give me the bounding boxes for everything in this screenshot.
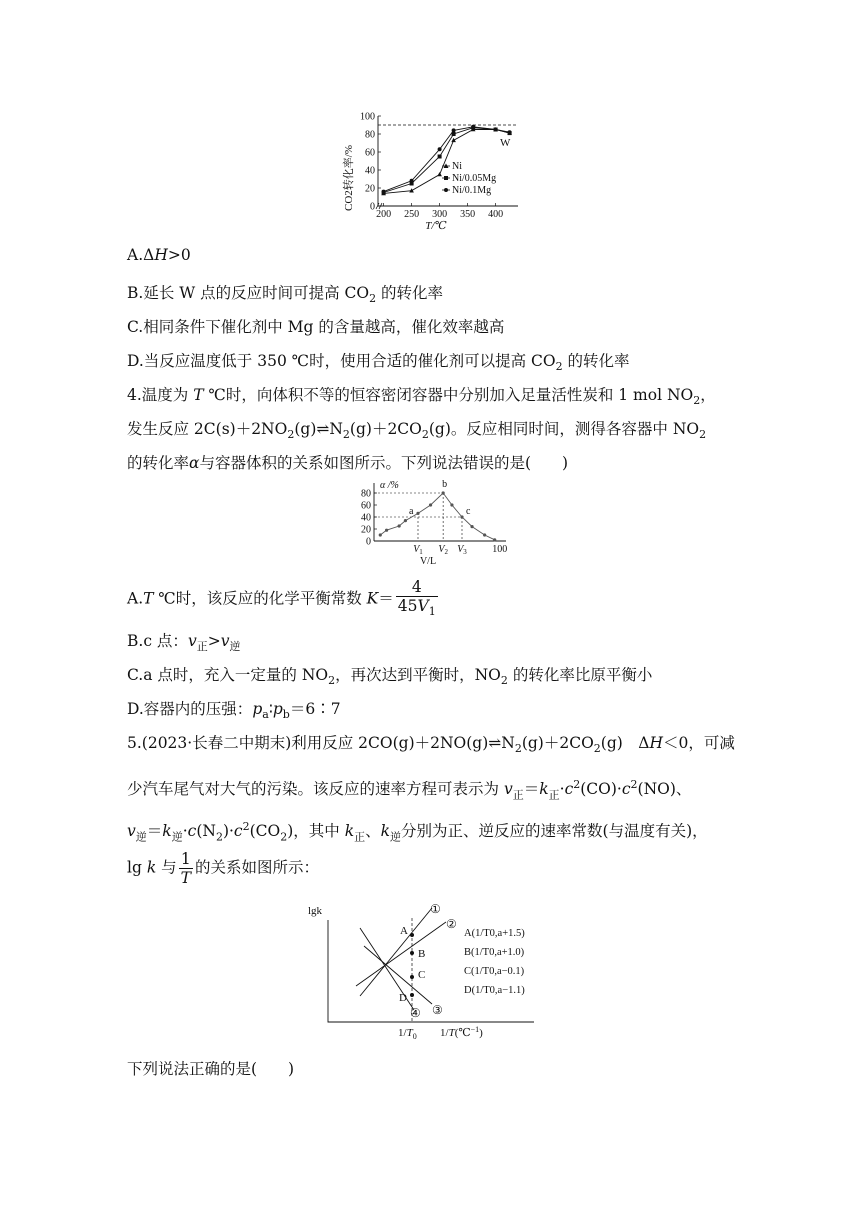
alpha-volume-chart	[340, 476, 520, 568]
q4-option-b: B.c 点：$v_正>v_逆$	[127, 632, 241, 654]
chart3-legend-c: C(1/T0,a−0.1)	[464, 966, 525, 977]
q4-stem-line1: 4.温度为 T ℃时，向体积不等的恒容密闭容器中分别加入足量活性炭和 1 mol $NO_2$，	[127, 386, 716, 408]
chart2-xlabel: V/L	[419, 556, 437, 567]
chart2-point	[416, 512, 419, 515]
co2-conversion-chart	[338, 106, 528, 234]
chart1-xtick-label: 400	[488, 209, 504, 220]
chart1-xtick-label: 200	[376, 209, 392, 220]
chart2-axes	[374, 483, 506, 541]
q4-stem-line2: 发生反应 $2C(s)+2NO_2(g)\rightleftharpoons N_2(g)+2CO_2(g)$。反应相同时间，测得各容器中 $NO_2$	[127, 420, 707, 442]
q4-k-fraction: $\frac{4}{45V_1}$	[397, 578, 436, 619]
q3-option-b: B.延长 W 点的反应时间可提高 $CO_2$ 的转化率	[127, 284, 444, 306]
chart1-point	[494, 128, 498, 132]
chart2-point	[385, 529, 388, 532]
chart2-xtick-label: 100	[492, 544, 508, 555]
chart2-point	[404, 519, 407, 522]
chart1-legend	[442, 161, 496, 196]
chart3-point	[410, 975, 414, 979]
chart3-main	[328, 908, 534, 1022]
chart2-ylabel: α /%	[380, 480, 399, 491]
chart3-legend-b: B(1/T0,a+1.0)	[464, 947, 525, 958]
chart3-point	[410, 993, 414, 997]
chart2-point-label: c	[466, 506, 471, 517]
chart2-xtick-label: $V_2$	[438, 544, 448, 556]
chart1-xlabel: T/℃	[425, 220, 447, 232]
q4-option-d: D.容器内的压强：$p_a∶p_b=6∶7$	[127, 700, 341, 722]
chart1-point	[438, 155, 442, 159]
chart3-point-d: D	[399, 992, 407, 1004]
q4-option-c: C.a 点时，充入一定量的 $NO_2$，再次达到平衡时，$NO_2$ 的转化率比原平衡小	[127, 666, 653, 688]
chart1-point	[471, 125, 475, 129]
chart2-point	[450, 503, 453, 506]
chart1-point	[437, 172, 442, 176]
chart2-ytick-label: 60	[361, 500, 371, 512]
q5-prompt: 下列说法正确的是( )	[127, 1060, 295, 1078]
q5-stem-line4: lg k 与 $\frac{1}{T}$ 的关系如图所示：	[127, 850, 320, 887]
legend-ni-005mg: Ni/0.05Mg	[452, 173, 497, 184]
chart2-xtick-label: $V_1$	[413, 544, 423, 556]
chart2-point	[429, 503, 432, 506]
chart1-xtick-label: 250	[404, 209, 420, 220]
chart1-xtick-label: 300	[432, 209, 448, 220]
chart1-ytick-label: 40	[365, 165, 375, 177]
chart3-point-a: A	[400, 925, 408, 937]
chart1-ytick-label: 60	[365, 147, 375, 159]
chart3-line-2: ②	[446, 917, 457, 931]
q4-stem-line3: 的转化率α与容器体积的关系如图所示。下列说法错误的是( )	[127, 454, 569, 472]
chart2-ytick-label: 80	[361, 488, 371, 500]
chart1-point	[409, 188, 414, 192]
lgk-inverse-t-chart	[306, 898, 566, 1043]
q4-option-a: A.T ℃时，该反应的化学平衡常数 K＝ $\frac{4}{45V_1}$	[127, 578, 440, 621]
chart2-point	[483, 533, 486, 536]
q3-option-c: C.相同条件下催化剂中 Mg 的含量越高，催化效率越高	[127, 318, 505, 336]
q5-stem-line1: 5.(2023·长春二中期末)利用反应 $2CO(g)+2NO(g)\rightleftharpoons N_2(g)+2CO_2(g)$ ΔH＜0，可减	[127, 734, 735, 756]
chart1-point	[410, 179, 414, 183]
chart3-point-c: C	[418, 969, 426, 981]
chart3-x0-label: $1/T_0$	[398, 1027, 417, 1041]
chart1-point	[382, 190, 386, 194]
chart1-xtick-label: 350	[460, 209, 476, 220]
legend-ni: Ni	[452, 161, 462, 172]
chart3-point-b: B	[418, 948, 426, 960]
chart2-ytick-label: 0	[366, 536, 371, 548]
chart1-point	[452, 128, 456, 132]
chart1-ytick-label: 20	[365, 183, 375, 195]
chart3-line-4: ④	[410, 1006, 421, 1020]
chart3-line-3: ③	[432, 1003, 443, 1017]
chart2-ticks	[361, 489, 507, 557]
chart2-point	[493, 538, 496, 541]
chart3-line-1: ①	[430, 902, 441, 916]
chart1-w-label: W	[500, 137, 511, 149]
q5-stem-line3: $v_逆=k_逆\cdot c(N_2)\cdot c^2(CO_2)$，其中 $k_正$、$k_逆$分别为正、逆反应的速率常数(与温度有关)，	[127, 820, 708, 844]
chart2-point	[442, 491, 445, 494]
q3-option-d: D.当反应温度低于 350 ℃时，使用合适的催化剂可以提高 $CO_2$ 的转化率	[127, 352, 630, 374]
chart3-legend	[464, 928, 525, 996]
q5-inverse-t-fraction: $\frac{1}{T}$	[180, 850, 191, 887]
chart1-ytick-label: 100	[360, 111, 375, 123]
chart2-point	[398, 524, 401, 527]
chart3-legend-a: A(1/T0,a+1.5)	[464, 928, 525, 939]
chart1-point	[438, 147, 442, 151]
chart2-point-label: b	[442, 479, 448, 490]
chart3-legend-d: D(1/T0,a−1.1)	[464, 985, 525, 996]
chart2-ytick-label: 20	[361, 524, 371, 536]
chart3-point	[410, 933, 414, 937]
chart3-ylabel: lgk	[308, 905, 323, 917]
chart2-xtick-label: $V_3$	[457, 544, 467, 556]
chart2-curve	[380, 493, 494, 540]
chart1-ytick-label: 0	[370, 201, 375, 213]
chart1-point	[451, 138, 456, 142]
chart1-ytick-label: 80	[365, 129, 375, 141]
q5-stem-line2: 少汽车尾气对大气的污染。该反应的速率方程可表示为 $v_正=k_正\cdot c^2(CO)\cdot c^2(NO)$、	[127, 778, 692, 802]
chart1-point	[508, 130, 512, 134]
chart2-point-label: a	[409, 506, 414, 517]
chart2-point	[379, 533, 382, 536]
chart2-ytick-label: 40	[361, 512, 371, 524]
chart1-ylabel: CO2转化率/%	[343, 145, 355, 211]
chart2-point	[460, 515, 463, 518]
chart3-point	[410, 951, 414, 955]
chart1-series	[381, 125, 512, 195]
chart3-xlabel: 1/T(℃$^{-1}$)	[440, 1025, 483, 1039]
legend-ni-01mg: Ni/0.1Mg	[452, 185, 492, 196]
q3-option-a: A.ΔH>0	[127, 246, 191, 264]
chart2-point	[470, 525, 473, 528]
